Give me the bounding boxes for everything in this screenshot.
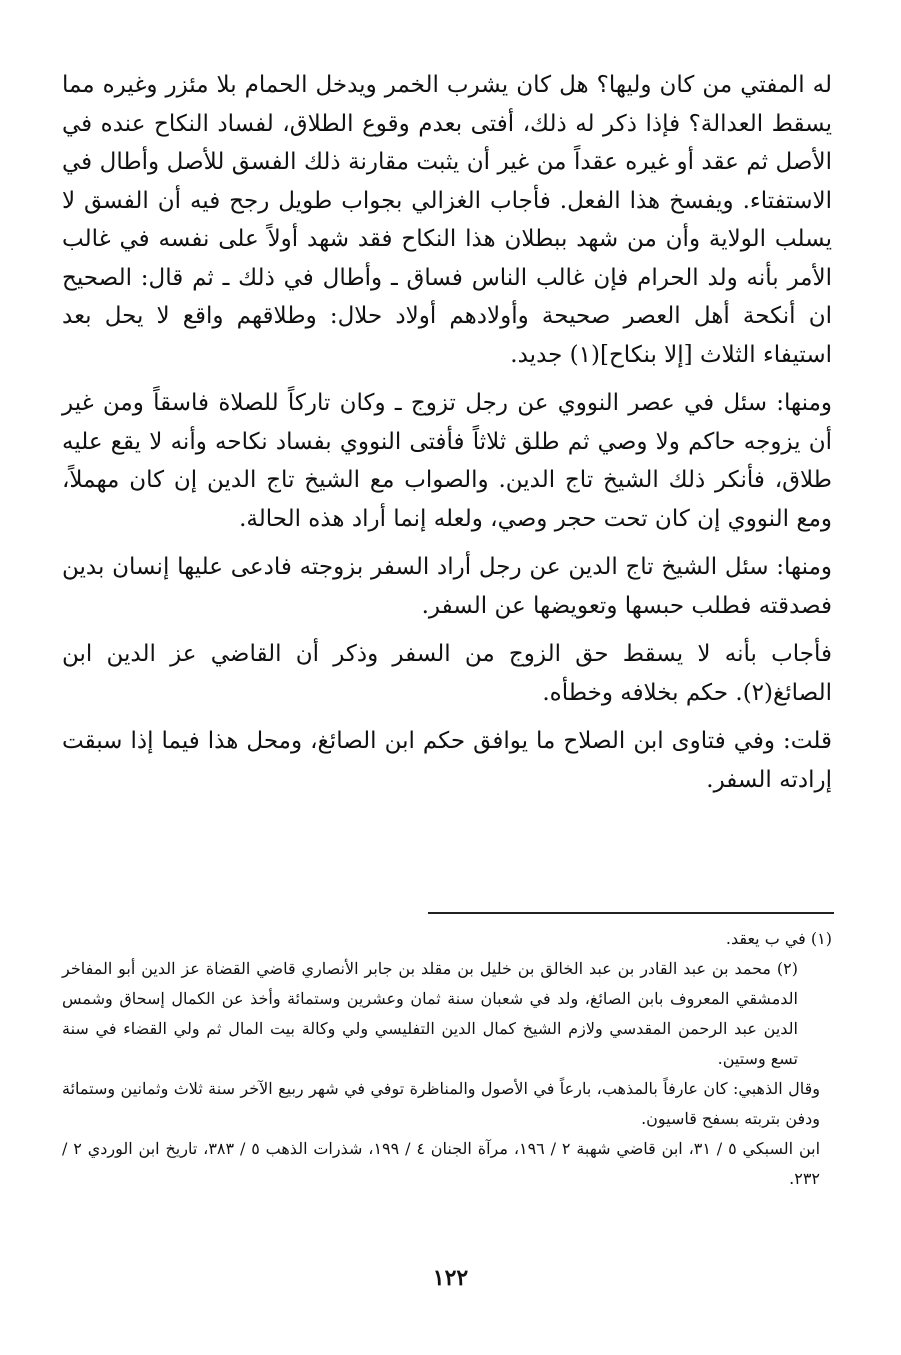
paragraph-3: ومنها: سئل الشيخ تاج الدين عن رجل أراد السفر بزوجته فادعى عليها إنسان بدين فصدقته فطلب حبسها وتعويضها عن السفر. bbox=[62, 554, 833, 619]
footnote-divider bbox=[428, 912, 834, 914]
paragraph-2: ومنها: سئل في عصر النووي عن رجل تزوج ـ وكان تاركاً للصلاة فاسقاً ومن غير أن يزوجه حاكم ولا وصي ثم طلق ثلاثاً فأفتى النووي بفساد نكاحه وأنه لا يقع عليه طلاق، فأنكر ذلك الشيخ تاج الدين. والصواب مع الشيخ تاج الدين إن كان مهملاً، ومع النووي إن كان تحت حجر وصي، ولعله إنما أراد هذه الحالة. bbox=[62, 390, 832, 532]
paragraph-4: فأجاب بأنه لا يسقط حق الزوج من السفر وذكر أن القاضي عز الدين ابن الصائغ(٢). حكم بخلافه وخطأه. bbox=[62, 641, 832, 706]
footnote-2-sources: ابن السبكي ٥ / ٣١، ابن قاضي شهبة ٢ / ١٩٦، مرآة الجنان ٤ / ١٩٩، شذرات الذهب ٥ / ٣٨٣، تاريخ ابن الوردي ٢ / ٢٣٢. bbox=[62, 1139, 821, 1188]
footnote-1: (١) في ب يعقد. bbox=[725, 929, 832, 948]
paragraph-5: قلت: وفي فتاوى ابن الصلاح ما يوافق حكم ابن الصائغ، ومحل هذا فيما إذا سبقت إرادته السفر. bbox=[62, 728, 832, 793]
paragraph-1: له المفتي من كان وليها؟ هل كان يشرب الخمر ويدخل الحمام بلا مئزر وغيره مما يسقط العدالة؟ فإذا ذكر له ذلك، أفتى بعدم وقوع الطلاق، لفساد النكاح عنده في الأصل ثم عقد أو غيره عقداً من غير أن يثبت مقارنة ذلك الفسق للأصل وأطال في الاستفتاء. ويفسخ هذا الفعل. فأجاب الغزالي بجواب طويل رجح فيه أن الفسق لا يسلب الولاية وأن من شهد ببطلان هذا النكاح فقد شهد أولاً على نفسه في غالب الأمر بأنه ولد الحرام فإن غالب الناس فساق ـ وأطال في ذلك ـ ثم قال: الصحيح ان أنكحة أهل العصر صحيحة وأولادهم أولاد حلال: وطلاقهم واقع لا يحل بعد استيفاء الثلاث [إلا بنكاح](١) جديد. bbox=[62, 72, 832, 368]
footnote-2-continued: وقال الذهبي: كان عارفاً بالمذهب، بارعاً في الأصول والمناظرة توفي في شهر ربيع الآخر سنة ثلاث وثمانين وستمائة ودفن بتربته بسفح قاسيون. bbox=[62, 1079, 820, 1128]
footnote-2: (٢) محمد بن عبد القادر بن عبد الخالق بن خليل بن مقلد بن جابر الأنصاري قاضي القضاة عز الدين أبو المفاخر الدمشقي المعروف بابن الصائغ، ولد في شعبان سنة ثمان وعشرين وستمائة وأخذ عن الكمال إسحاق وشمس الدين عبد الرحمن المقدسي ولازم الشيخ كمال الدين التفليسي ولي وكالة بيت المال ثم ولي القضاء في سنة تسع وستين. bbox=[62, 959, 798, 1068]
main-text bbox=[62, 66, 832, 799]
footnotes bbox=[62, 924, 832, 1194]
page-number: ١٢٢ bbox=[432, 1265, 469, 1291]
